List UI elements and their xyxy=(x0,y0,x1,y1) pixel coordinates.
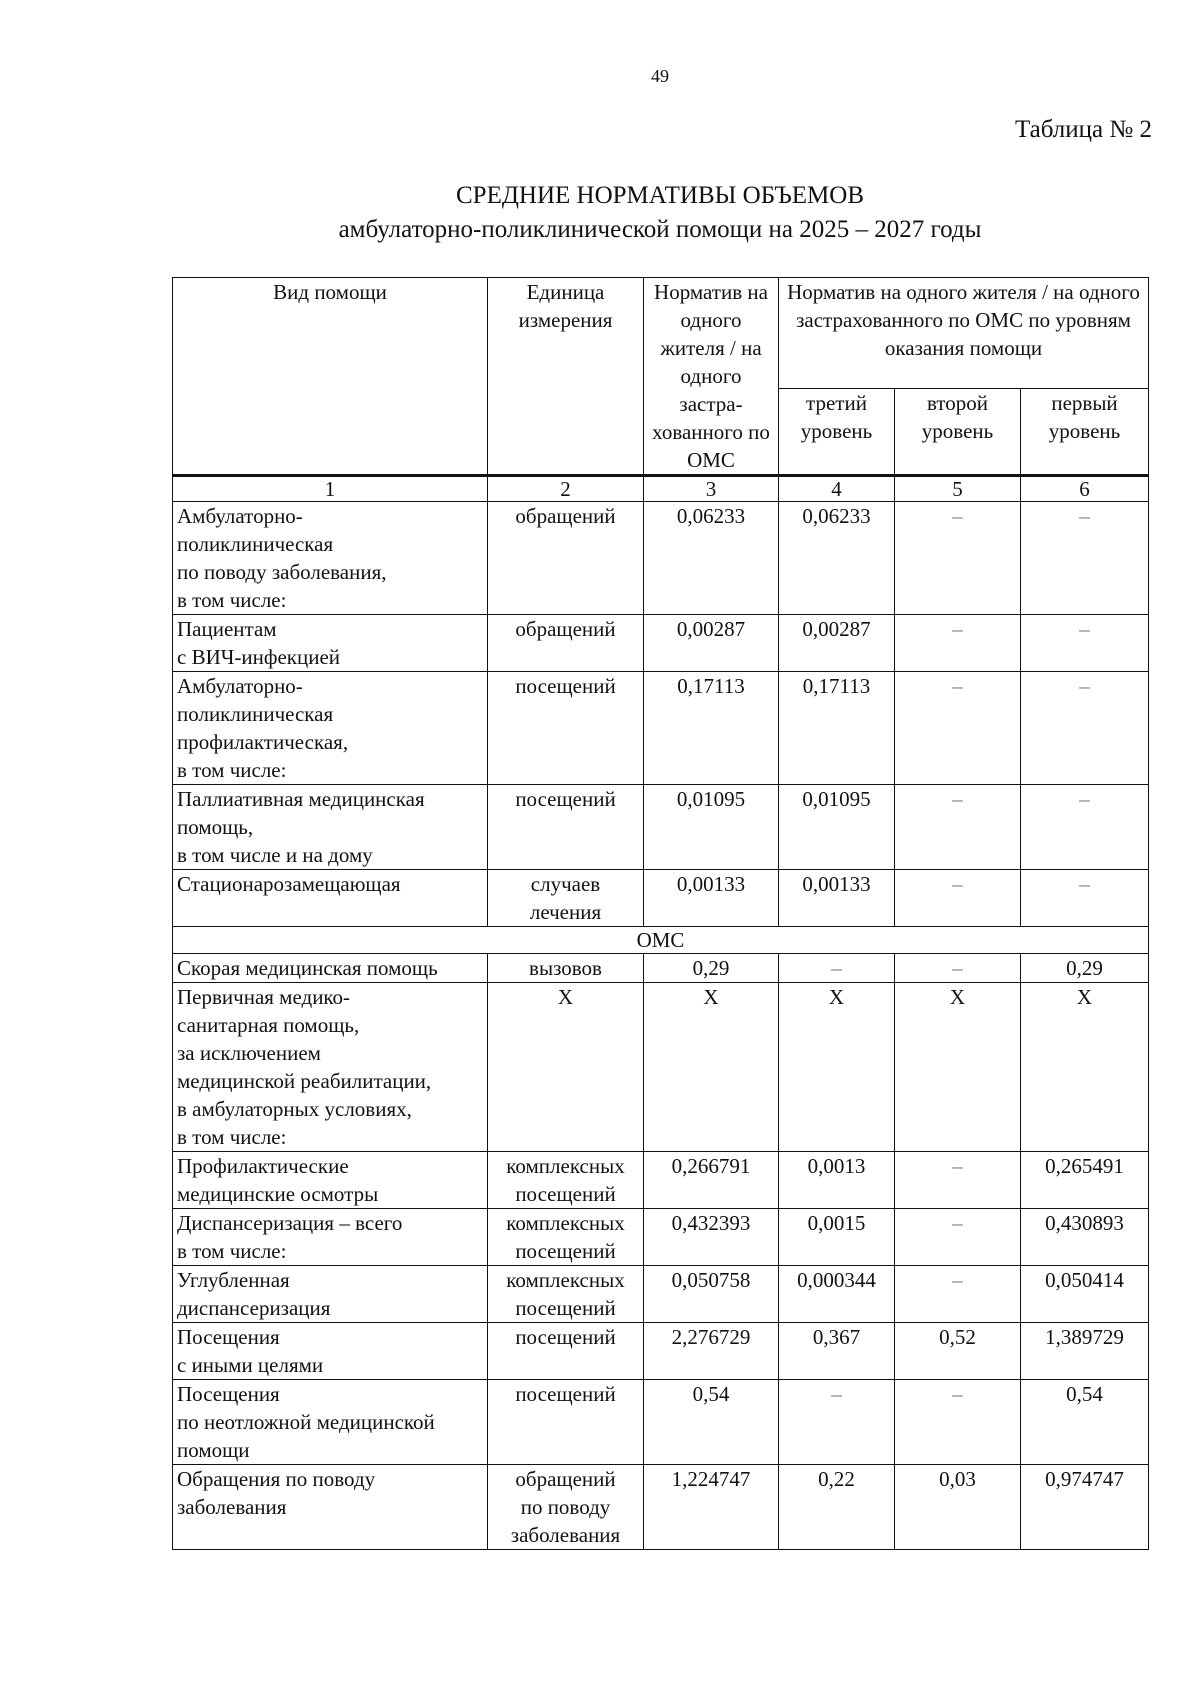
table-row xyxy=(173,785,1149,870)
row-norm-total: 0,29 xyxy=(644,954,779,983)
section-label-oms: ОМС xyxy=(173,927,1149,954)
column-number: 3 xyxy=(644,476,779,502)
row-name: Посещения с иными целями xyxy=(173,1323,488,1380)
row-level-2: 0,52 xyxy=(895,1323,1021,1380)
row-level-1: 0,974747 xyxy=(1021,1465,1149,1550)
row-norm-total: 0,17113 xyxy=(644,672,779,785)
row-level-2: – xyxy=(895,1209,1021,1266)
row-name: Амбулаторно- поликлиническая профилактическая, в том числе: xyxy=(173,672,488,785)
row-level-3: 0,367 xyxy=(779,1323,895,1380)
row-level-2: – xyxy=(895,1380,1021,1465)
column-number: 1 xyxy=(173,476,488,502)
table-row xyxy=(173,672,1149,785)
row-name: Профилактические медицинские осмотры xyxy=(173,1152,488,1209)
row-level-1: – xyxy=(1021,502,1149,615)
table-row xyxy=(173,1465,1149,1550)
row-name: Стационарозамещающая xyxy=(173,870,488,927)
row-level-2: – xyxy=(895,615,1021,672)
row-level-2: Х xyxy=(895,983,1021,1152)
row-level-1: – xyxy=(1021,870,1149,927)
row-name: Амбулаторно- поликлиническая по поводу заболевания, в том числе: xyxy=(173,502,488,615)
row-name: Первичная медико- санитарная помощь, за исключением медицинской реабилитации, в амбулаторных условиях, в том числе: xyxy=(173,983,488,1152)
row-level-2: 0,03 xyxy=(895,1465,1021,1550)
row-level-3: 0,0013 xyxy=(779,1152,895,1209)
row-level-1: 0,54 xyxy=(1021,1380,1149,1465)
column-numbers-row xyxy=(173,476,1149,502)
row-level-3: 0,22 xyxy=(779,1465,895,1550)
row-norm-total: 2,276729 xyxy=(644,1323,779,1380)
row-level-3: 0,00133 xyxy=(779,870,895,927)
table-row xyxy=(173,615,1149,672)
norms-table xyxy=(172,277,1149,1550)
row-level-3: 0,06233 xyxy=(779,502,895,615)
header-norm-by-level: Норматив на одного жителя / на одного застрахованного по ОМС по уровням оказания помощи xyxy=(779,278,1149,389)
column-number: 5 xyxy=(895,476,1021,502)
row-level-3: 0,00287 xyxy=(779,615,895,672)
row-unit: вызовов xyxy=(488,954,644,983)
header-row-1 xyxy=(173,278,1149,389)
row-name: Диспансеризация – всего в том числе: xyxy=(173,1209,488,1266)
row-norm-total: Х xyxy=(644,983,779,1152)
table-row xyxy=(173,1323,1149,1380)
table-row xyxy=(173,1209,1149,1266)
row-level-2: – xyxy=(895,870,1021,927)
page-number: 49 xyxy=(651,66,669,86)
row-norm-total: 0,050758 xyxy=(644,1266,779,1323)
table-label: Таблица № 2 xyxy=(1014,116,1152,143)
row-level-1: – xyxy=(1021,615,1149,672)
document-title: СРЕДНИЕ НОРМАТИВЫ ОБЪЕМОВ xyxy=(455,182,865,209)
row-unit: посещений xyxy=(488,1380,644,1465)
row-unit: обращений xyxy=(488,502,644,615)
row-norm-total: 1,224747 xyxy=(644,1465,779,1550)
row-unit: комплексных посещений xyxy=(488,1266,644,1323)
row-level-3: Х xyxy=(779,983,895,1152)
row-norm-total: 0,432393 xyxy=(644,1209,779,1266)
table-row xyxy=(173,954,1149,983)
row-norm-total: 0,266791 xyxy=(644,1152,779,1209)
header-level-3: третий уровень xyxy=(779,389,895,476)
table-row xyxy=(173,1266,1149,1323)
row-level-3: – xyxy=(779,954,895,983)
column-number: 4 xyxy=(779,476,895,502)
table-row xyxy=(173,1152,1149,1209)
row-level-2: – xyxy=(895,1266,1021,1323)
row-level-3: 0,01095 xyxy=(779,785,895,870)
column-number: 6 xyxy=(1021,476,1149,502)
row-unit: посещений xyxy=(488,1323,644,1380)
row-norm-total: 0,06233 xyxy=(644,502,779,615)
header-norm-total: Норматив на одного жителя / на одного застра- хованного по ОМС xyxy=(644,278,779,476)
header-unit: Единица измерения xyxy=(488,278,644,476)
table-row xyxy=(173,870,1149,927)
row-norm-total: 0,00133 xyxy=(644,870,779,927)
row-name: Пациентам с ВИЧ-инфекцией xyxy=(173,615,488,672)
row-norm-total: 0,00287 xyxy=(644,615,779,672)
row-level-2: – xyxy=(895,502,1021,615)
row-unit: Х xyxy=(488,983,644,1152)
row-level-3: 0,0015 xyxy=(779,1209,895,1266)
row-level-1: 0,050414 xyxy=(1021,1266,1149,1323)
row-unit: обращений xyxy=(488,615,644,672)
header-type-of-care: Вид помощи xyxy=(173,278,488,476)
row-name: Посещения по неотложной медицинской помощи xyxy=(173,1380,488,1465)
row-level-1: 0,265491 xyxy=(1021,1152,1149,1209)
table-row xyxy=(173,502,1149,615)
row-unit: посещений xyxy=(488,785,644,870)
table-row xyxy=(173,983,1149,1152)
row-level-2: – xyxy=(895,785,1021,870)
row-level-1: – xyxy=(1021,785,1149,870)
section-row-oms xyxy=(173,927,1149,954)
row-level-3: – xyxy=(779,1380,895,1465)
row-level-1: 0,29 xyxy=(1021,954,1149,983)
row-name: Обращения по поводу заболевания xyxy=(173,1465,488,1550)
row-level-3: 0,000344 xyxy=(779,1266,895,1323)
row-level-3: 0,17113 xyxy=(779,672,895,785)
header-level-2: второй уровень xyxy=(895,389,1021,476)
row-level-1: 1,389729 xyxy=(1021,1323,1149,1380)
row-level-1: – xyxy=(1021,672,1149,785)
row-name: Паллиативная медицинская помощь, в том числе и на дому xyxy=(173,785,488,870)
row-unit: посещений xyxy=(488,672,644,785)
row-level-2: – xyxy=(895,1152,1021,1209)
document-subtitle: амбулаторно-поликлинической помощи на 2025 – 2027 годы xyxy=(338,216,982,243)
row-unit: комплексных посещений xyxy=(488,1152,644,1209)
header-level-1: первый уровень xyxy=(1021,389,1149,476)
row-level-2: – xyxy=(895,954,1021,983)
row-name: Углубленная диспансеризация xyxy=(173,1266,488,1323)
row-unit: обращений по поводу заболевания xyxy=(488,1465,644,1550)
row-level-2: – xyxy=(895,672,1021,785)
row-level-1: 0,430893 xyxy=(1021,1209,1149,1266)
row-name: Скорая медицинская помощь xyxy=(173,954,488,983)
row-unit: комплексных посещений xyxy=(488,1209,644,1266)
column-number: 2 xyxy=(488,476,644,502)
row-unit: случаев лечения xyxy=(488,870,644,927)
row-norm-total: 0,01095 xyxy=(644,785,779,870)
table-row xyxy=(173,1380,1149,1465)
row-level-1: Х xyxy=(1021,983,1149,1152)
row-norm-total: 0,54 xyxy=(644,1380,779,1465)
